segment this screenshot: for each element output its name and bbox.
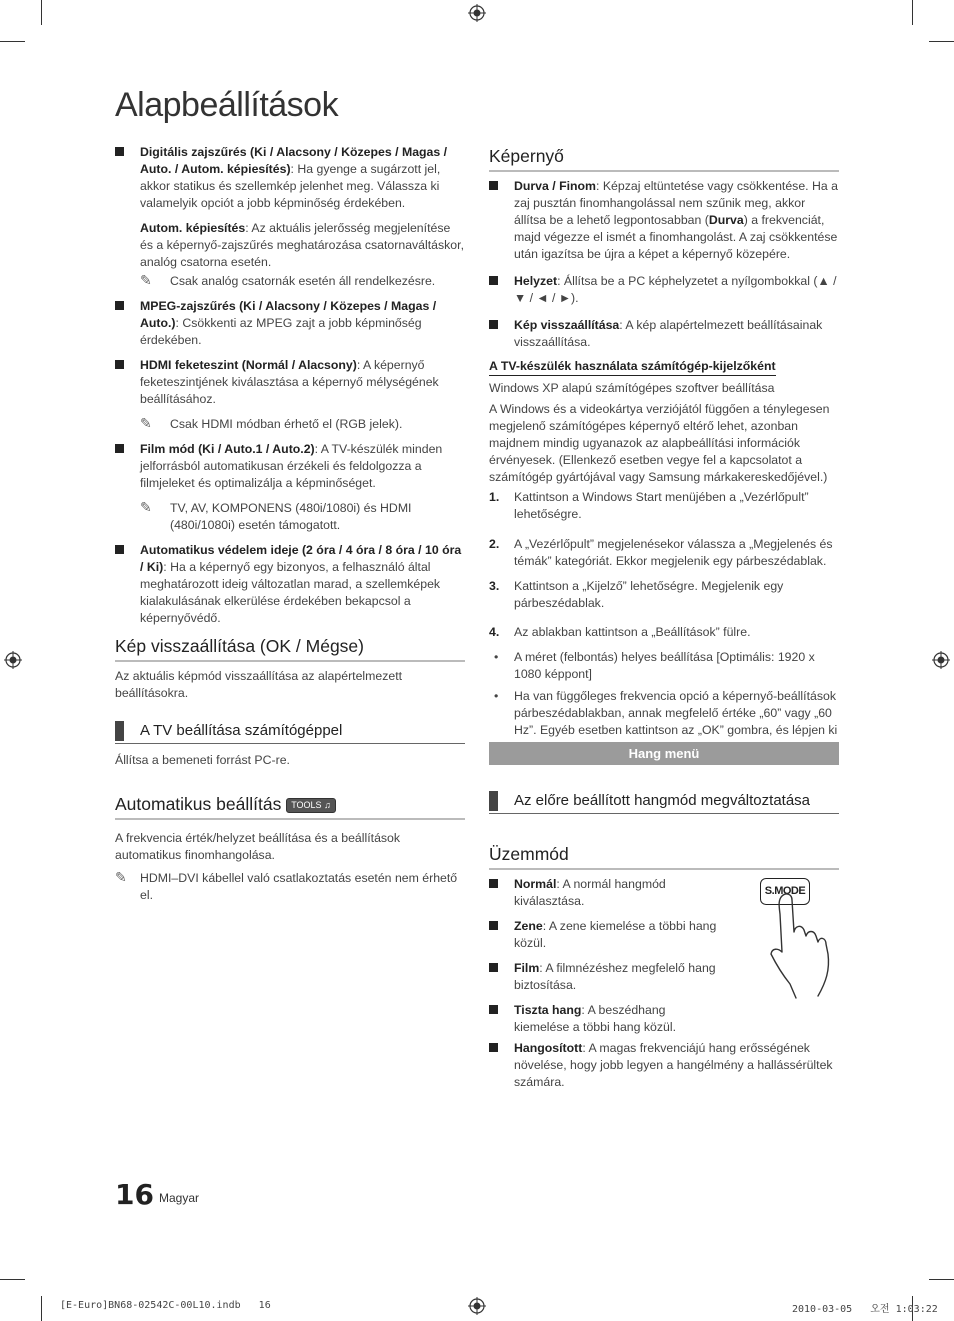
bullet-item: [489, 649, 839, 683]
page-language: Magyar: [159, 1191, 200, 1205]
step-text: Az ablakban kattintson a „Beállítások” fülre.: [514, 625, 751, 639]
bullet-text: Ha van függőleges frekvencia opció a képernyő-beállítások párbeszédablakban, annak megfelelő értéke „60” vagy „60 Hz”. Egyéb esetben kattintson az „OK” gombra, és lépjen ki: [514, 689, 838, 737]
note-text: TV, AV, KOMPONENS (480i/1080i) és HDMI (480i/1080i) esetén támogatott.: [170, 501, 412, 532]
registration-mark-icon: [468, 1297, 486, 1315]
step-text: Kattintson a Windows Start menüjében a „Vezérlőpult” lehetőségre.: [514, 490, 809, 521]
step-text: A „Vezérlőpult” megjelenésekor válassza a „Megjelenés és témák” kategóriát. Ekkor megjelenik egy párbeszédablak.: [514, 537, 833, 568]
section-subtitle: Windows XP alapú számítógépes szoftver beállítása: [489, 381, 775, 395]
tools-badge: TOOLS ♫: [286, 798, 336, 813]
square-bullet-icon: [115, 301, 124, 310]
smode-button: S.MODE: [760, 878, 810, 905]
auto-adjust-section: [115, 794, 465, 911]
step-item: [489, 536, 839, 570]
step-number: 2.: [489, 537, 500, 551]
square-bullet-icon: [115, 545, 124, 554]
item-term: Zene: [514, 919, 543, 933]
item-term: Film mód (Ki / Auto.1 / Auto.2): [140, 442, 315, 456]
square-bullet-icon: [489, 181, 498, 190]
note-text: Csak analóg csatornák esetén áll rendelkezésre.: [170, 274, 436, 288]
item-term: MPEG-zajszűrés (Ki / Alacsony / Közepes / Magas / Auto.): [140, 299, 437, 330]
item-text: : A filmnézéshez megfelelő hang biztosítása.: [514, 961, 716, 992]
print-timestamp: 2010-03-05 오전 1:03:22: [792, 1304, 938, 1315]
list-item: [489, 273, 839, 307]
registration-mark-icon: [4, 651, 22, 669]
heading-rule: [489, 813, 839, 814]
subsection-title: A TV beállítása számítógéppel: [140, 722, 343, 739]
step-number: 3.: [489, 579, 500, 593]
item-term: Normál: [514, 877, 557, 891]
bullet-dot-icon: •: [494, 689, 499, 703]
square-bullet-icon: [489, 1005, 498, 1014]
square-bullet-icon: [115, 444, 124, 453]
pressing-hand-icon: [768, 892, 840, 1002]
bullet-text: A méret (felbontás) helyes beállítása [Optimális: 1920 x 1080 képpont]: [514, 650, 815, 681]
item-text: : A zene kiemelése a többi hang közül.: [514, 919, 717, 950]
list-item: [115, 298, 465, 349]
list-item: [489, 1002, 724, 1036]
item-text: : A normál hangmód kiválasztása.: [514, 877, 666, 908]
heading-rule: [489, 170, 839, 172]
pc-display-section: [489, 380, 839, 761]
reset-section: [115, 636, 465, 702]
list-item: [489, 1040, 839, 1091]
step-item: [489, 578, 839, 612]
item-text: : Csökkenti az MPEG zajt a jobb képminőség érdekében.: [140, 316, 422, 347]
crop-mark: [0, 41, 25, 42]
item-term: Kép visszaállítása: [514, 318, 620, 332]
item-text: : Ha gyenge a sugárzott jel, akkor statikus és szellemkép jelenhet meg. Válassza ki valamelyik opciót a jobb képminőség érdekében.: [140, 162, 441, 210]
item-text: : Képzaj eltüntetése vagy csökkentése. Ha a zaj pusztán finomhangolással nem szűnik meg, akkor állítsa be a lehető legpontosabban (: [514, 179, 838, 227]
note-text: Csak HDMI módban érhető el (RGB jelek).: [170, 417, 403, 431]
item-text: ) a frekvenciát, majd végezze el ismét a finomhangolást. A zaj csökkentése után igazítsa be újra a képet a képernyő közepére.: [514, 213, 838, 261]
square-bullet-icon: [489, 276, 498, 285]
item-text: : A kép alapértelmezett beállításainak visszaállítása.: [514, 318, 823, 349]
mode-list: [489, 876, 724, 1044]
item-term: HDMI feketeszint (Normál / Alacsony): [140, 358, 357, 372]
list-subitem: [115, 220, 465, 271]
sound-menu-bar: Hang menü: [489, 742, 839, 765]
step-item: [489, 489, 839, 523]
crop-mark: [41, 0, 42, 25]
item-term: Tiszta hang: [514, 1003, 582, 1017]
pencil-note-icon: ✎: [140, 272, 152, 288]
heading-rule: [115, 743, 465, 744]
file-name: [E-Euro]BN68-02542C-00L10.indb 16: [60, 1300, 271, 1311]
heading-rule: [115, 660, 465, 662]
item-term: Autom. képiesítés: [140, 221, 246, 235]
heading-rule: [489, 868, 839, 870]
item-term: Durva / Finom: [514, 179, 596, 193]
step-number: 1.: [489, 490, 500, 504]
crop-mark: [929, 1279, 954, 1280]
crop-mark: [912, 0, 913, 25]
crop-mark: [41, 1296, 42, 1321]
pencil-note-icon: ✎: [140, 415, 152, 431]
section-heading: Képernyő: [489, 146, 564, 166]
list-item: [489, 317, 839, 351]
section-heading: [115, 794, 465, 815]
note: [140, 416, 465, 433]
item-term: Film: [514, 961, 540, 975]
list-item: [489, 960, 724, 994]
square-bullet-icon: [489, 320, 498, 329]
pencil-note-icon: ✎: [140, 499, 152, 515]
bullet-dot-icon: •: [494, 650, 499, 664]
item-term: Digitális zajszűrés (Ki / Alacsony / Közepes / Magas / Auto. / Autom. képiesítés): [140, 145, 448, 176]
page-title: Alapbeállítások: [115, 86, 339, 124]
note: [140, 500, 465, 534]
square-bullet-icon: [489, 963, 498, 972]
screen-list: [489, 178, 839, 359]
registration-mark-icon: [468, 4, 486, 22]
heading-rule: [115, 818, 465, 820]
section-text: A Windows és a videokártya verziójától függően a ténylegesen megjelenő számítógépes képernyő eltérő lehet, azonban majdnem mindig ugyanazok az alapbeállítási információk érvényesek. (Ellenkező esetben vegye fel a kapcsolatot a számítógép gyártójával vagy Samsung márkakereskedőjével.): [489, 402, 830, 484]
list-item: [489, 918, 724, 952]
section-heading: Üzemmód: [489, 844, 569, 864]
item-text: : A magas frekvenciájú hang erősségének növelése, hogy jobb legyen a hangélmény a hallássérültek számára.: [514, 1041, 833, 1089]
note-text: HDMI–DVI kábellel való csatlakoztatás esetén nem érhető el.: [140, 871, 458, 902]
crop-mark: [0, 1279, 25, 1280]
list-item: [489, 178, 839, 263]
note: [140, 273, 465, 290]
page-number: 16: [115, 1178, 154, 1211]
pencil-note-icon: ✎: [115, 869, 127, 885]
list-item: [115, 542, 465, 627]
subsection-heading: [115, 721, 465, 745]
section-text: A frekvencia érték/helyzet beállítása és a beállítások automatikus finomhangolása.: [115, 831, 401, 862]
screen-section: [489, 146, 839, 172]
mode-section: [489, 844, 839, 870]
list-item: [489, 876, 724, 910]
square-bullet-icon: [115, 360, 124, 369]
square-bullet-icon: [115, 147, 124, 156]
section-text: Állítsa a bemeneti forrást PC-re.: [115, 753, 290, 767]
subsection-title: Az előre beállított hangmód megváltoztatása: [514, 792, 811, 809]
section-heading: Kép visszaállítása (OK / Mégse): [115, 636, 364, 656]
item-term: Durva: [708, 213, 744, 227]
step-text: Kattintson a „Kijelző” lehetőségre. Megjelenik egy párbeszédablak.: [514, 579, 784, 610]
square-bullet-icon: [489, 1043, 498, 1052]
section-text: Az aktuális képmód visszaállítása az alapértelmezett beállításokra.: [115, 669, 403, 700]
list-item: [115, 144, 465, 212]
item-text: : A TV-készülék minden jelforrásból automatikusan érzékeli és feldolgozza a filmjeleket és optimalizálja a képminőséget.: [140, 442, 443, 490]
heading-bar-icon: [489, 791, 498, 811]
item-text: : Állítsa be a PC képhelyzetet a nyílgombokkal (▲ / ▼ / ◄ / ►).: [514, 274, 837, 305]
pc-display-heading: A TV-készülék használata számítógép-kijelzőként: [489, 359, 776, 376]
item-term: Automatikus védelem ideje (2 óra / 4 óra / 8 óra / 10 óra / Ki): [140, 543, 462, 574]
item-text: : A beszédhang kiemelése a többi hang közül.: [514, 1003, 677, 1034]
step-item: [489, 624, 839, 641]
registration-mark-icon: [932, 651, 950, 669]
heading-bar-icon: [115, 721, 124, 741]
list-item: [115, 357, 465, 408]
item-text: : Az aktuális jelerősség megjelenítése és a képernyő-zajszűrés meghatározása csatornaváltáskor, analóg csatorna esetén.: [140, 221, 464, 269]
crop-mark: [929, 41, 954, 42]
subsection-heading: [489, 791, 839, 815]
item-text: : A képernyő feketeszintjének kiválasztása a képernyő mélységének beállításához.: [140, 358, 439, 406]
item-term: Helyzet: [514, 274, 558, 288]
list-item: [115, 441, 465, 492]
left-column: [115, 144, 465, 635]
item-term: Hangosított: [514, 1041, 583, 1055]
square-bullet-icon: [489, 921, 498, 930]
square-bullet-icon: [489, 879, 498, 888]
mode-list-wide: [489, 1040, 839, 1099]
tools-badge-label: TOOLS: [291, 800, 322, 810]
step-number: 4.: [489, 625, 500, 639]
note: [115, 870, 465, 904]
section-title: Automatikus beállítás: [115, 794, 282, 814]
item-text: : Ha a képernyő egy bizonyos, a felhasználó által meghatározott ideig változatlan marad, a szellemképek kialakulásának elkerülése érdekében bekapcsol a képernyővédő.: [140, 560, 441, 625]
